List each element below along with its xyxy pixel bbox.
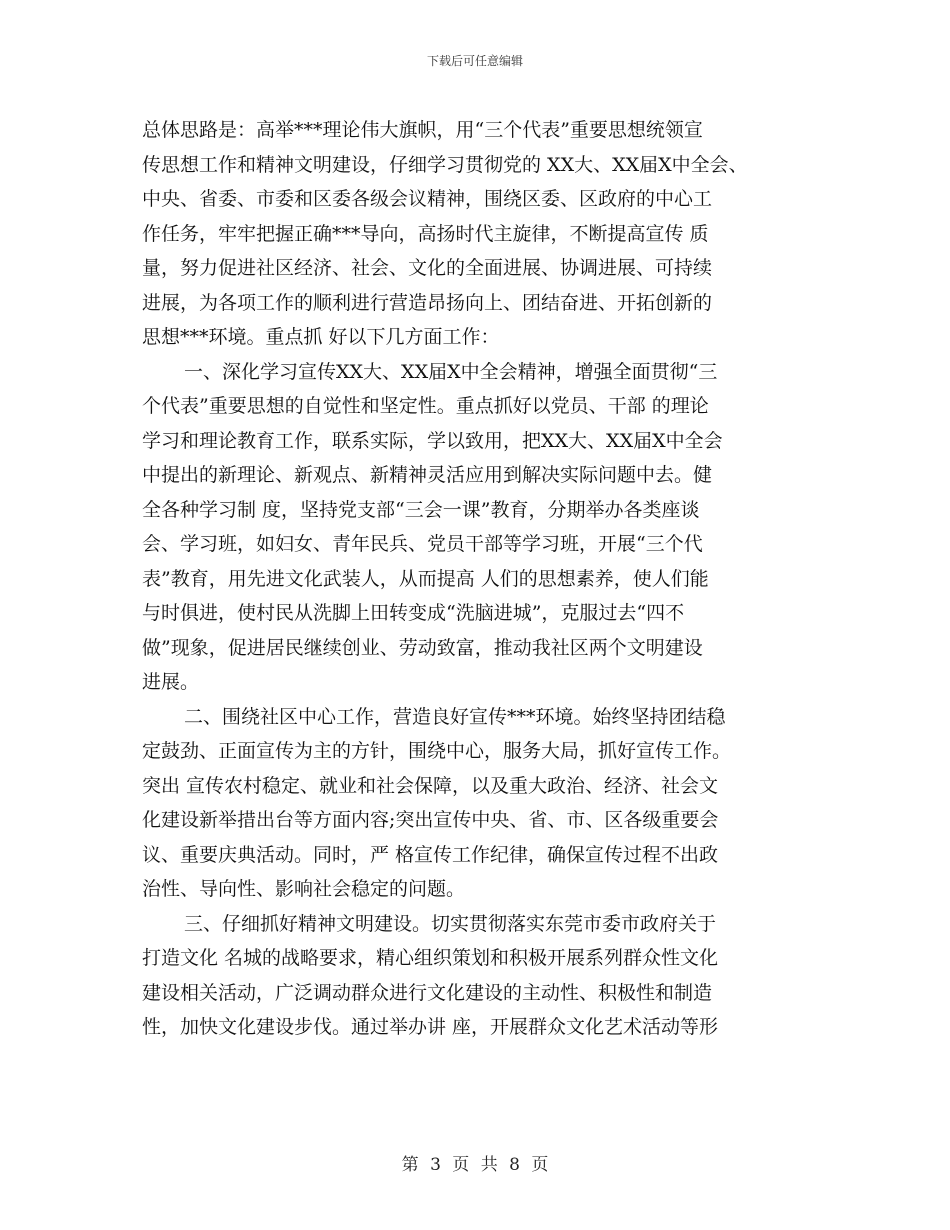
text-line: 治性、导向性、影响社会稳定的问题。	[142, 878, 466, 900]
text-line: 会、学习班，如妇女、青年民兵、党员干部等学习班，开展“三个代	[142, 533, 703, 555]
text-line: 作任务，牢牢把握正确***导向，高扬时代主旋律，不断提高宣传 质	[142, 222, 709, 245]
text-line: 全各种学习制 度，坚持党支部“三会一课”教育，分期举办各类座谈	[142, 498, 700, 521]
text-line: 与时俱进，使村民从洗脚上田转变成“洗脑进城”，克服过去“四不	[142, 602, 685, 624]
page-number-footer: 第 3 页 共 8 页	[401, 1155, 549, 1175]
document-body	[142, 113, 807, 1045]
section-2-heading-line: 二、围绕社区中心工作，营造良好宣传***环境。始终坚持团结稳	[184, 705, 726, 728]
text-line: 建设相关活动，广泛调动群众进行文化建设的主动性、积极性和制造	[142, 981, 713, 1004]
text-line: 定鼓劲、正面宣传为主的方针，围绕中心，服务大局，抓好宣传工作。	[142, 740, 732, 762]
text-line: 个代表”重要思想的自觉性和坚定性。重点抓好以党员、干部 的理论	[142, 395, 709, 417]
text-line: 量，努力促进社区经济、社会、文化的全面进展、协调进展、可持续	[142, 257, 713, 279]
page-header: 下载后可任意编辑	[426, 54, 523, 68]
text-line: 总体思路是：高举***理论伟大旗帜，用“三个代表”重要思想统领宣	[142, 119, 703, 141]
text-line: 打造文化 名城的战略要求，精心组织策划和积极开展系列群众性文化	[142, 947, 719, 969]
text-line: 中提出的新理论、新观点、新精神灵活应用到解决实际问题中去。健	[142, 464, 713, 486]
text-line: 做”现象，促进居民继续创业、劳动致富，推动我社区两个文明建设	[142, 636, 703, 659]
text-line: 学习和理论教育工作，联系实际，学以致用，把XX大、XX届X中全会	[142, 429, 723, 452]
text-line: 中央、省委、市委和区委各级会议精神，围绕区委、区政府的中心工	[142, 188, 713, 210]
text-line: 化建设新举措出台等方面内容;突出宣传中央、省、市、区各级重要会	[142, 809, 719, 831]
text-line: 表”教育，用先进文化武装人，从而提高 人们的思想素养，使人们能	[142, 567, 709, 590]
text-line: 传思想工作和精神文明建设，仔细学习贯彻党的 XX大、XX届X中全会、	[142, 153, 748, 176]
text-line: 突出 宣传农村稳定、就业和社会保障，以及重大政治、经济、社会文	[142, 774, 719, 797]
text-line: 议、重要庆典活动。同时，严 格宣传工作纪律，确保宣传过程不出政	[142, 843, 719, 866]
section-1-heading-line: 一、深化学习宣传XX大、XX届X中全会精神，增强全面贯彻“三	[184, 360, 718, 383]
text-line: 性，加快文化建设步伐。通过举办讲 座，开展群众文化艺术活动等形	[142, 1016, 719, 1038]
text-line: 进展，为各项工作的顺利进行营造昂扬向上、团结奋进、开拓创新的	[142, 291, 713, 314]
text-line: 思想***环境。重点抓 好以下几方面工作：	[142, 326, 500, 348]
text-line: 进展。	[142, 671, 200, 693]
section-3-heading-line: 三、仔细抓好精神文明建设。切实贯彻落实东莞市委市政府关于	[184, 912, 717, 935]
